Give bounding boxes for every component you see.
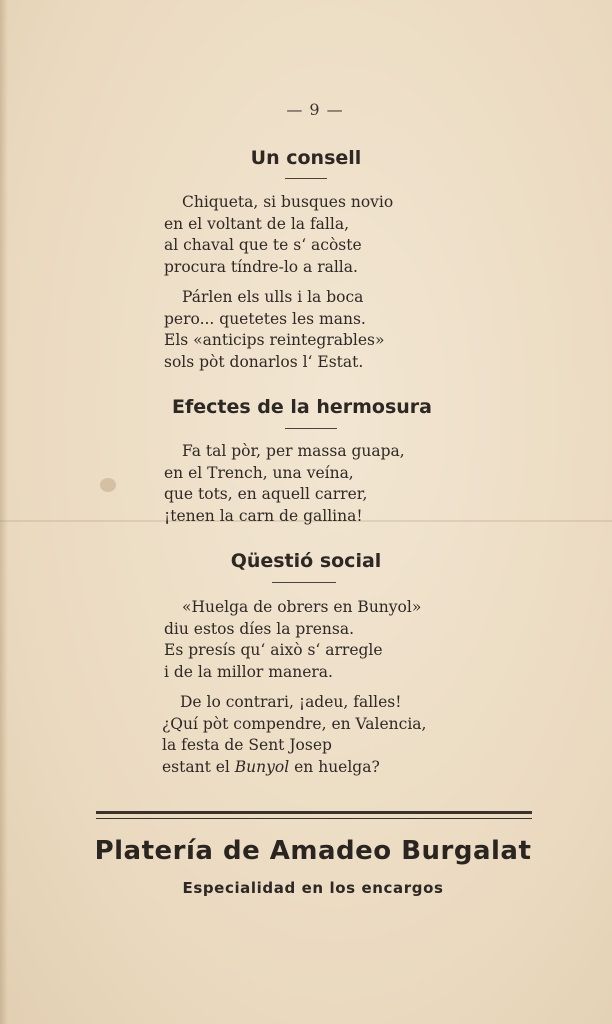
advert-title: Platería de Amadeo Burgalat: [94, 836, 532, 866]
page-number: — 9 —: [286, 100, 344, 119]
poem-line: Fa tal pòr, per massa guapa,: [182, 442, 405, 460]
poem-line: [162, 757, 426, 779]
poem-line: sols pòt donarlos l‘ Estat.: [164, 352, 364, 371]
title-underline: [285, 178, 327, 179]
poem-line: ¿Quí pòt compendre, en Valencia,: [162, 714, 427, 733]
poem-line-end: en huelga?: [289, 757, 380, 776]
poem-line: Es presís qu‘ això s‘ arregle: [164, 641, 383, 659]
title-underline: [272, 582, 336, 583]
title-underline: [285, 428, 337, 429]
poem-stanza: [164, 192, 393, 278]
paper-stain: [100, 478, 116, 492]
poem-line: diu estos díes la prensa.: [164, 619, 355, 638]
poem-line: Párlen els ulls i la boca: [182, 288, 364, 306]
poem-stanza: [162, 692, 426, 778]
advert-subtitle: Especialidad en los encargos: [182, 879, 444, 897]
poem-line: procura tíndre-lo a ralla.: [164, 257, 358, 276]
poem-stanza: [164, 287, 384, 373]
poem-line: «Huelga de obrers en Bunyol»: [182, 598, 422, 616]
advert-rule-thin: [96, 818, 532, 819]
poem-line: que tots, en aquell carrer,: [164, 485, 368, 503]
advert-rule-thick: [96, 811, 532, 814]
poem-line: en el voltant de la falla,: [164, 214, 350, 233]
italic-word: Bunyol: [234, 757, 290, 776]
poem-title-efectes: Efectes de la hermosura: [172, 396, 432, 418]
poem-line: De lo contrari, ¡adeu, falles!: [180, 693, 402, 711]
poem-line: ¡tenen la carn de gallina!: [164, 506, 363, 525]
poem-line-start: estant el: [162, 757, 235, 776]
poem-line: la festa de Sent Josep: [162, 736, 332, 754]
poem-line: Els «anticips reintegrables»: [164, 331, 385, 349]
poem-line: i de la millor manera.: [164, 662, 333, 681]
poem-line: Chiqueta, si busques novio: [182, 193, 394, 211]
poem-stanza: [164, 597, 421, 683]
poem-line: al chaval que te s‘ acòste: [164, 236, 362, 254]
poem-line: en el Trench, una veína,: [164, 463, 354, 482]
poem-title-questio-social: Qüestió social: [230, 550, 382, 572]
poem-line: pero... quetetes les mans.: [164, 309, 366, 328]
poem-title-un-consell: Un consell: [250, 147, 362, 169]
poem-stanza: [164, 441, 405, 527]
